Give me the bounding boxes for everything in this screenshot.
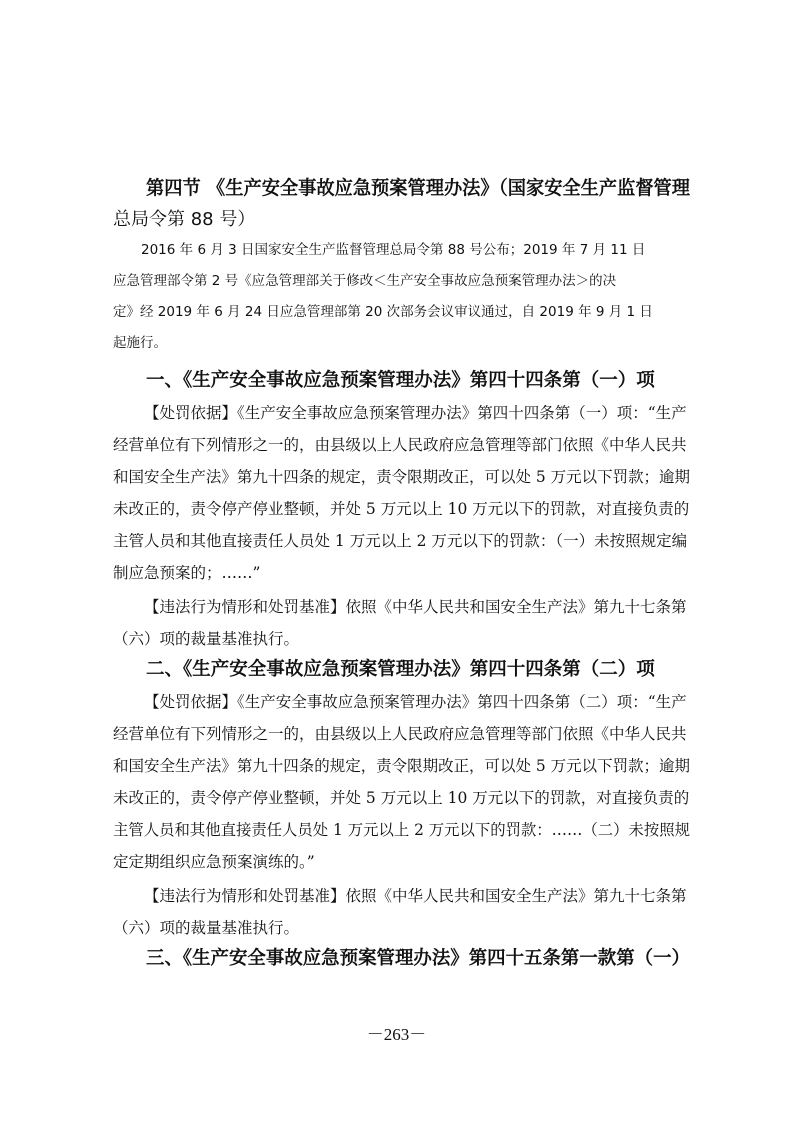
page-number: －263－ — [366, 1025, 427, 1044]
section-title-line-1: 第四节 《生产安全事故应急预案管理办法》（国家安全生产监督管理 — [146, 177, 690, 199]
section-note-line: 定》经 2019 年 6 月 24 日应急管理部第 20 次部务会议审议通过，自 2019 年 9 月 1 日 — [113, 304, 653, 320]
penalty-basis-line: 【处罚依据】《生产安全事故应急预案管理办法》第四十四条第（二）项：“生产 — [144, 693, 687, 711]
penalty-basis-line: 经营单位有下列情形之一的，由县级以上人民政府应急管理等部门依照《中华人民共 — [113, 436, 687, 454]
section-title-line-2: 总局令第 88 号） — [113, 209, 256, 230]
penalty-standard-line: 【违法行为情形和处罚基准】依照《中华人民共和国安全生产法》第九十七条第 — [144, 887, 687, 905]
penalty-standard-line: （六）项的裁量基准执行。 — [113, 919, 300, 937]
penalty-standard-line: （六）项的裁量基准执行。 — [113, 630, 300, 648]
penalty-basis-line: 【处罚依据】《生产安全事故应急预案管理办法》第四十四条第（一）项：“生产 — [144, 404, 687, 422]
article-heading: 二、《生产安全事故应急预案管理办法》第四十四条第（二）项 — [146, 659, 655, 680]
penalty-basis-line: 和国安全生产法》第九十四条的规定，责令限期改正，可以处 5 万元以下罚款；逾期 — [113, 468, 690, 486]
penalty-basis-line: 制应急预案的；……” — [113, 564, 261, 582]
penalty-basis-line: 定定期组织应急预案演练的。” — [113, 853, 315, 871]
article-heading: 一、《生产安全事故应急预案管理办法》第四十四条第（一）项 — [146, 370, 655, 391]
penalty-standard-line: 【违法行为情形和处罚基准】依照《中华人民共和国安全生产法》第九十七条第 — [144, 598, 687, 616]
penalty-basis-line: 经营单位有下列情形之一的，由县级以上人民政府应急管理等部门依照《中华人民共 — [113, 725, 687, 743]
penalty-basis-line: 主管人员和其他直接责任人员处 1 万元以上 2 万元以下的罚款：（一）未按照规定编 — [113, 532, 688, 550]
penalty-basis-line: 未改正的，责令停产停业整顿，并处 5 万元以上 10 万元以下的罚款，对直接负责的 — [113, 500, 690, 518]
penalty-basis-line: 主管人员和其他直接责任人员处 1 万元以上 2 万元以下的罚款：……（二）未按照规 — [113, 821, 690, 839]
penalty-basis-line: 未改正的，责令停产停业整顿，并处 5 万元以上 10 万元以下的罚款，对直接负责的 — [113, 789, 690, 807]
penalty-basis-line: 和国安全生产法》第九十四条的规定，责令限期改正，可以处 5 万元以下罚款；逾期 — [113, 757, 690, 775]
article-heading: 三、《生产安全事故应急预案管理办法》第四十五条第一款第（一） — [146, 948, 690, 969]
section-note-line: 起施行。 — [113, 335, 167, 351]
section-note-line: 2016 年 6 月 3 日国家安全生产监督管理总局令第 88 号公布；2019 年 7 月 11 日 — [141, 242, 646, 258]
section-note-line: 应急管理部令第 2 号《应急管理部关于修改＜生产安全事故应急预案管理办法＞的决 — [113, 273, 617, 289]
